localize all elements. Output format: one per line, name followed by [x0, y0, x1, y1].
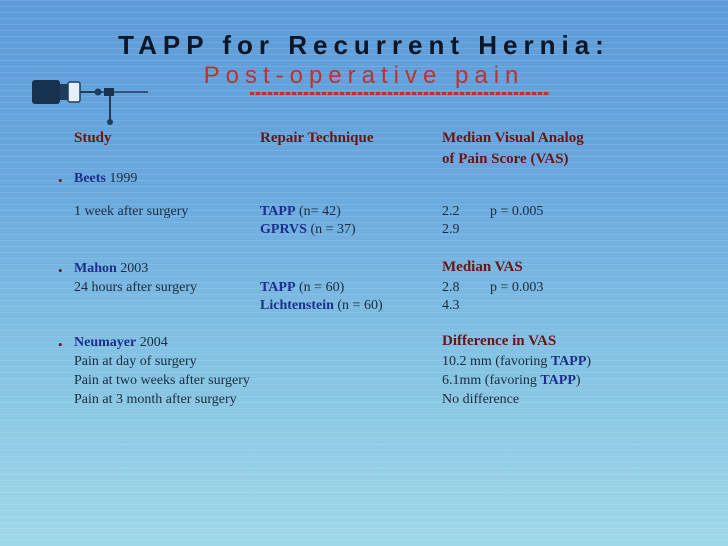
study-timing: 24 hours after surgery — [74, 280, 197, 295]
technique-entry — [260, 280, 344, 296]
difference-value — [442, 354, 591, 370]
technique-n: (n = 37) — [306, 222, 356, 237]
study-author: Beets — [74, 171, 106, 186]
difference-text: No difference — [442, 392, 520, 407]
difference-text-end: ) — [575, 373, 581, 388]
technique-entry — [260, 298, 383, 314]
difference-text: 10.2 mm (favoring — [442, 354, 551, 369]
technique-name: Lichtenstein — [260, 298, 334, 313]
technique-n: (n = 60) — [333, 298, 383, 313]
p-value: p = 0.003 — [490, 280, 544, 295]
subtitle-underline — [250, 92, 550, 95]
p-value: p = 0.005 — [490, 204, 544, 219]
difference-value — [442, 373, 581, 389]
bullet-icon: • — [58, 173, 63, 188]
pain-timepoint-label: Pain at two weeks after surgery — [74, 373, 250, 388]
study-year: 2003 — [116, 261, 149, 276]
column-header-score: Median Visual Analog — [442, 130, 584, 146]
median-vas-header: Median VAS — [442, 259, 523, 275]
technique-entry — [260, 204, 341, 220]
column-header-score-line2: of Pain Score (VAS) — [442, 151, 569, 167]
difference-vas-header: Difference in VAS — [442, 333, 557, 349]
vas-value: 4.3 — [442, 298, 460, 313]
study-neumayer — [74, 335, 168, 351]
technique-name: TAPP — [260, 280, 296, 295]
bullet-icon: • — [58, 337, 63, 352]
pain-timepoint-label: Pain at 3 month after surgery — [74, 392, 237, 407]
technique-name: GPRVS — [260, 222, 307, 237]
technique-n: (n = 60) — [295, 280, 345, 295]
laparoscope-icon — [30, 78, 150, 126]
slide-subtitle: Post-operative pain — [203, 62, 525, 89]
vas-value: 2.9 — [442, 222, 460, 237]
favored-technique: TAPP — [550, 354, 587, 369]
slide-title: TAPP for Recurrent Hernia: — [118, 30, 610, 60]
study-author: Neumayer — [74, 335, 137, 350]
difference-text: 6.1mm (favoring — [442, 373, 541, 388]
technique-name: TAPP — [260, 204, 296, 219]
study-beets — [74, 171, 137, 187]
vas-value: 2.8 — [442, 280, 460, 295]
column-header-technique: Repair Technique — [260, 130, 374, 146]
study-author: Mahon — [74, 261, 117, 276]
favored-technique: TAPP — [540, 373, 576, 388]
technique-entry — [260, 222, 356, 238]
study-timing: 1 week after surgery — [74, 204, 189, 219]
vas-value: 2.2 — [442, 204, 460, 219]
technique-n: (n= 42) — [295, 204, 341, 219]
pain-timepoint-label: Pain at day of surgery — [74, 354, 197, 369]
difference-text-end: ) — [586, 354, 592, 369]
bullet-icon: • — [58, 263, 63, 278]
study-year: 1999 — [105, 171, 138, 186]
study-year: 2004 — [136, 335, 168, 350]
column-header-study: Study — [74, 130, 112, 146]
study-mahon — [74, 261, 148, 277]
difference-value — [442, 392, 519, 408]
